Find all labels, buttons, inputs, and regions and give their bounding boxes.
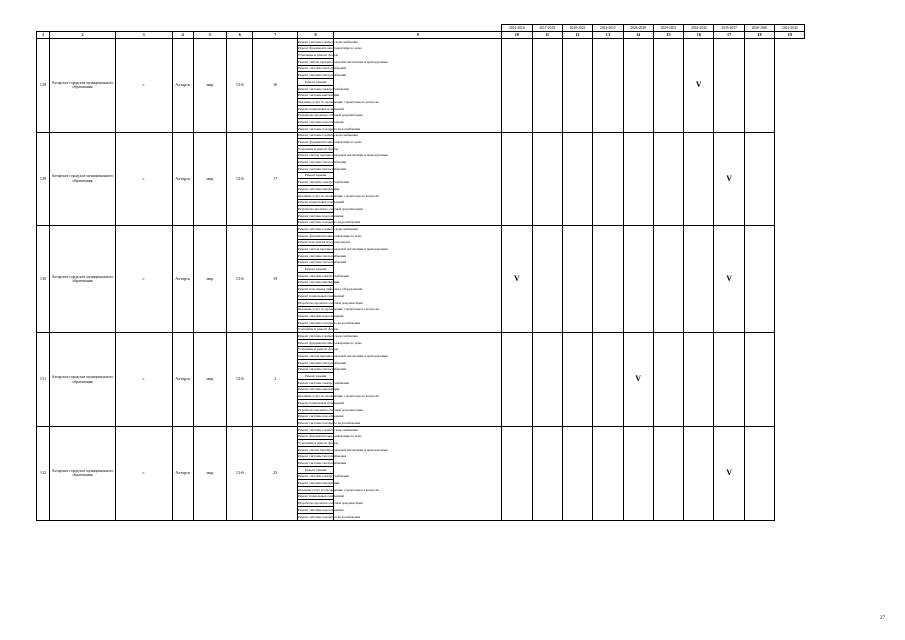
column-number-header: 15 xyxy=(653,32,683,39)
work-type: Ремонт фундамента многоквартирного дома xyxy=(297,140,362,144)
work-type: Утепление и ремонт фасада xyxy=(297,440,339,445)
column-number-header: 11 xyxy=(532,32,562,39)
period-cell xyxy=(714,333,744,427)
street-name: 13-й xyxy=(227,333,253,427)
period-header: 2041-2043 xyxy=(775,25,805,32)
column-number-header: 3 xyxy=(115,32,172,39)
work-type: Ремонт системы теплоснабжения xyxy=(297,260,347,265)
settlement-type: г. xyxy=(115,333,172,427)
work-type: Ремонт крыши xyxy=(297,373,333,380)
house-number: 2 xyxy=(253,333,298,427)
work-type: Разработка проектно-сметной документации xyxy=(297,206,363,211)
work-type: Оказание услуг по проведению строительного контроля xyxy=(297,193,379,198)
period-cell xyxy=(334,39,502,133)
work-type: Ремонт системы холодного водоснабжения xyxy=(297,126,361,131)
period-header: 2035-2037 xyxy=(714,25,744,32)
house-number: 19 xyxy=(253,226,298,333)
work-type: Ремонт систем противопожарной автоматики и дымоудаления xyxy=(297,447,388,452)
column-number-header: 8 xyxy=(297,32,333,39)
column-number-header: 5 xyxy=(193,32,226,39)
empty-header-cell xyxy=(115,25,172,32)
work-type: Ремонт системы холодного водоснабжения xyxy=(297,514,361,519)
period-cell xyxy=(623,226,653,333)
empty-header-cell xyxy=(172,25,193,32)
work-type: Ремонт системы теплоснабжения xyxy=(297,461,347,465)
settlement-type: г. xyxy=(115,39,172,133)
street-type: мкр xyxy=(193,426,226,520)
settlement-type: г. xyxy=(115,226,172,333)
work-type: Ремонт систем противопожарной автоматики и дымоудаления xyxy=(297,354,388,358)
municipality-name: Ахтарское городское муниципального образования xyxy=(50,39,116,133)
street-name: 13-й xyxy=(227,426,253,520)
column-number-header: 17 xyxy=(714,32,744,39)
row-number: 130 xyxy=(37,226,50,333)
work-type: Утепление и ремонт фасада xyxy=(297,53,339,58)
period-mark: V xyxy=(684,39,714,133)
period-cell xyxy=(684,426,714,520)
settlement-type: г. xyxy=(115,426,172,520)
work-type: Ремонт фундамента многоквартирного дома xyxy=(297,233,362,238)
street-type: мкр xyxy=(193,132,226,226)
period-cell xyxy=(562,426,592,520)
period-cell xyxy=(744,226,774,333)
period-cell xyxy=(593,426,623,520)
period-cell xyxy=(502,39,532,133)
row-number: 129 xyxy=(37,132,50,226)
work-type: Ремонт системы теплоснабжения xyxy=(297,166,347,171)
work-type: Ремонт системы вентиляции xyxy=(297,186,340,191)
empty-header-cell xyxy=(193,25,226,32)
work-type: Ремонт системы горячего водоснабжения xyxy=(297,39,358,44)
period-cell xyxy=(562,333,592,427)
period-cell xyxy=(593,132,623,226)
period-cell xyxy=(532,39,562,133)
work-type: Ремонт системы вентиляции xyxy=(297,387,340,392)
period-cell xyxy=(334,426,502,520)
work-type: Ремонт систем противопожарной автоматики и дымоудаления xyxy=(297,247,388,251)
table-row xyxy=(37,132,836,139)
work-type: Ремонт системы теплоснабжения xyxy=(297,360,347,365)
work-type: Ремонт системы горячего водоснабжения xyxy=(297,333,358,338)
period-mark: V xyxy=(623,333,653,427)
work-type: Ремонт крыши xyxy=(297,172,333,179)
work-type: Ремонт подвальных помещений xyxy=(297,106,344,111)
settlement-name: Ахтарск xyxy=(172,132,193,226)
table-row xyxy=(37,426,836,433)
street-type: мкр xyxy=(193,333,226,427)
work-type: Ремонт системы горячего водоснабжения xyxy=(297,427,358,432)
empty-header-cell xyxy=(37,25,50,32)
work-type: Ремонт системы теплоснабжения xyxy=(297,160,347,165)
period-cell xyxy=(562,226,592,333)
work-type: Ремонт системы теплоснабжения xyxy=(297,66,347,71)
work-type: Оказание услуг по проведению строительного контроля xyxy=(297,99,379,104)
work-type: Ремонт системы электроснабжения xyxy=(297,86,349,91)
work-type: Ремонт систем противопожарной автоматики и дымоудаления xyxy=(297,153,388,158)
period-cell xyxy=(593,39,623,133)
work-type: Ремонт системы теплоснабжения xyxy=(297,73,347,78)
work-type: Ремонт системы теплоснабжения xyxy=(297,367,347,372)
period-cell xyxy=(653,333,683,427)
period-header: 2026-2028 xyxy=(623,25,653,32)
work-type: Утепление и ремонт фасада xyxy=(297,347,339,352)
period-cell xyxy=(684,132,714,226)
table-row xyxy=(37,333,836,340)
settlement-name: Ахтарск xyxy=(172,39,193,133)
period-cell xyxy=(532,132,562,226)
work-type: Ремонт системы водоотведения xyxy=(297,414,344,419)
capital-repair-schedule-table xyxy=(36,24,836,521)
period-header: 2038-2040 xyxy=(744,25,774,32)
municipality-name: Ахтарское городское муниципального образования xyxy=(50,333,116,427)
street-name: 13-й xyxy=(227,226,253,333)
house-number: 16 xyxy=(253,39,298,133)
work-type: Ремонт системы теплоснабжения xyxy=(297,454,347,459)
empty-header-cell xyxy=(227,25,253,32)
street-name: 13-й xyxy=(227,39,253,133)
period-header: 2029-2031 xyxy=(653,25,683,32)
period-cell xyxy=(334,333,502,427)
work-type: Разработка проектно-сметной документации xyxy=(297,300,363,305)
period-cell xyxy=(684,333,714,427)
work-type: Ремонт системы холодного водоснабжения xyxy=(297,220,361,225)
column-number-header: 13 xyxy=(593,32,623,39)
period-cell xyxy=(623,39,653,133)
period-mark: V xyxy=(714,426,744,520)
period-cell xyxy=(334,226,502,333)
work-type: Ремонт фундамента многоквартирного дома xyxy=(297,434,362,439)
street-type: мкр xyxy=(193,39,226,133)
work-type: Ремонт системы электроснабжения xyxy=(297,273,349,278)
municipality-name: Ахтарское городское муниципального образования xyxy=(50,426,116,520)
column-number-header: 6 xyxy=(227,32,253,39)
work-type: Ремонт или замену лифтового оборудования xyxy=(297,287,363,292)
period-header: 2020-2022 xyxy=(562,25,592,32)
municipality-name: Ахтарское городское муниципального образования xyxy=(50,226,116,333)
period-cell xyxy=(593,226,623,333)
page-number: 27 xyxy=(880,616,885,621)
work-type: Ремонт системы теплоснабжения xyxy=(297,253,347,258)
work-type: Ремонт подвальных помещений xyxy=(297,400,344,405)
period-cell xyxy=(744,333,774,427)
work-type: Ремонт системы вентиляции xyxy=(297,280,340,285)
settlement-name: Ахтарск xyxy=(172,226,193,333)
period-cell xyxy=(684,226,714,333)
work-type: Ремонт системы холодного водоснабжения xyxy=(297,420,361,425)
period-cell xyxy=(653,426,683,520)
work-type: Ремонт системы вентиляции xyxy=(297,481,340,486)
house-number: 17 xyxy=(253,132,298,226)
empty-header-cell xyxy=(297,25,333,32)
column-number-header: 16 xyxy=(684,32,714,39)
period-cell xyxy=(653,226,683,333)
column-number-header: 1 xyxy=(37,32,50,39)
period-cell xyxy=(623,426,653,520)
period-cell xyxy=(562,132,592,226)
row-number: 131 xyxy=(37,333,50,427)
work-type: Ремонт системы электроснабжения xyxy=(297,180,349,185)
work-type: Ремонт фундамента многоквартирного дома xyxy=(297,46,362,51)
period-cell xyxy=(502,333,532,427)
work-type: Ремонт системы водоотведения xyxy=(297,119,344,124)
work-type: Оказание услуг по проведению строительного контроля xyxy=(297,307,379,312)
column-number-header: 12 xyxy=(562,32,592,39)
work-type: Оказание услуг по проведению строительного контроля xyxy=(297,394,379,399)
period-header: 2014-2016 xyxy=(502,25,532,32)
work-type: Утепление и ремонт фасада xyxy=(297,146,339,151)
work-type: Ремонт системы вентиляции xyxy=(297,93,340,98)
work-type: Ремонт системы электроснабжения xyxy=(297,380,349,385)
table-row xyxy=(37,226,836,233)
row-number: 132 xyxy=(37,426,50,520)
period-cell xyxy=(714,39,744,133)
period-cell xyxy=(623,132,653,226)
period-header: 2023-2025 xyxy=(593,25,623,32)
period-mark: V xyxy=(714,226,744,333)
work-type: Оказание услуг по проведению строительного контроля xyxy=(297,487,379,492)
period-cell xyxy=(532,333,562,427)
work-type: Ремонт крыши xyxy=(297,266,333,273)
column-number-header: 10 xyxy=(502,32,532,39)
work-type: Ремонт подвальных помещений xyxy=(297,293,344,298)
work-type: Утепление и ремонт фасада xyxy=(297,327,339,332)
empty-header-cell xyxy=(334,25,502,32)
municipality-name: Ахтарское городское муниципального образования xyxy=(50,132,116,226)
period-cell xyxy=(562,39,592,133)
work-type: Ремонт системы горячего водоснабжения xyxy=(297,226,358,231)
period-cell xyxy=(532,226,562,333)
period-cell xyxy=(653,132,683,226)
work-type: Ремонт подвальных помещений xyxy=(297,200,344,205)
work-type: Ремонт фундамента многоквартирного дома xyxy=(297,340,362,345)
period-mark: V xyxy=(502,226,532,333)
work-type: Ремонт системы водоотведения xyxy=(297,507,344,512)
period-header: 2017-2019 xyxy=(532,25,562,32)
period-cell xyxy=(593,333,623,427)
column-number-header: 14 xyxy=(623,32,653,39)
table-row xyxy=(37,39,836,46)
period-cell xyxy=(653,39,683,133)
work-type: Ремонт крыши xyxy=(297,79,333,86)
period-header: 2032-2034 xyxy=(684,25,714,32)
settlement-name: Ахтарск xyxy=(172,426,193,520)
empty-header-cell xyxy=(50,25,116,32)
period-cell xyxy=(744,132,774,226)
period-mark: V xyxy=(714,132,744,226)
row-number: 128 xyxy=(37,39,50,133)
settlement-name: Ахтарск xyxy=(172,333,193,427)
work-type: Ремонт или замена мусоропроводов xyxy=(297,240,350,245)
period-cell xyxy=(334,132,502,226)
period-cell xyxy=(744,39,774,133)
work-type: Разработка проектно-сметной документации xyxy=(297,501,363,506)
work-type: Ремонт крыши xyxy=(297,467,333,474)
period-cell xyxy=(532,426,562,520)
column-number-header: 19 xyxy=(775,32,805,39)
work-type: Ремонт системы водоотведения xyxy=(297,213,344,218)
work-type: Разработка проектно-сметной документации xyxy=(297,407,363,412)
work-type: Ремонт системы водоотведения xyxy=(297,313,344,318)
house-number: 23 xyxy=(253,426,298,520)
column-number-header: 18 xyxy=(744,32,774,39)
work-type: Разработка проектно-сметной документации xyxy=(297,113,363,118)
work-type: Ремонт системы электроснабжения xyxy=(297,474,349,479)
column-number-header: 9 xyxy=(334,32,502,39)
settlement-type: г. xyxy=(115,132,172,226)
column-number-header: 4 xyxy=(172,32,193,39)
work-type: Ремонт системы холодного водоснабжения xyxy=(297,320,361,325)
street-type: мкр xyxy=(193,226,226,333)
column-number-header: 2 xyxy=(50,32,116,39)
period-cell xyxy=(744,426,774,520)
work-type: Ремонт систем противопожарной автоматики и дымоудаления xyxy=(297,59,388,64)
work-type: Ремонт системы горячего водоснабжения xyxy=(297,133,358,138)
period-cell xyxy=(502,426,532,520)
work-type: Ремонт подвальных помещений xyxy=(297,494,344,499)
empty-header-cell xyxy=(253,25,298,32)
column-number-header: 7 xyxy=(253,32,298,39)
street-name: 13-й xyxy=(227,132,253,226)
period-cell xyxy=(502,132,532,226)
